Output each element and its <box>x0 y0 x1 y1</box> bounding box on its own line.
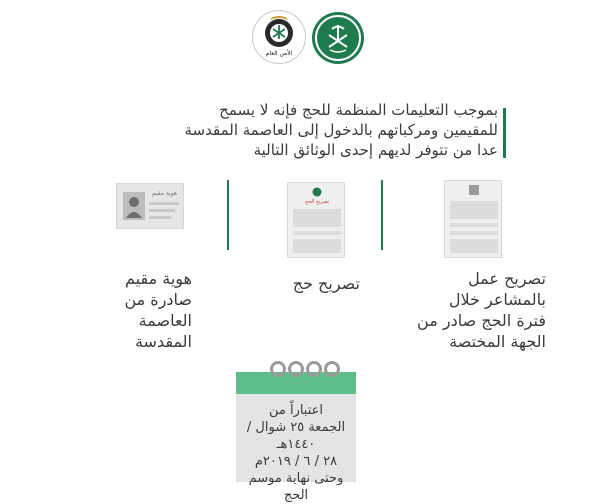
card-line <box>450 231 498 235</box>
calendar-ring-icon <box>306 361 322 377</box>
calendar-line-4: وحتى نهاية موسم الحج <box>248 471 344 503</box>
resident-id-card <box>116 183 184 229</box>
resident-id-card-header: هوية مقيم <box>151 190 177 197</box>
hajj-permit-title-line: تصريح حج <box>292 274 360 293</box>
divider-right <box>381 180 383 250</box>
card-line <box>149 209 175 212</box>
divider-left <box>227 180 229 250</box>
calendar-line-1: اعتباراً من <box>268 403 324 418</box>
work-permit-card <box>444 180 502 258</box>
intro-line-1: بموجب التعليمات المنظمة للحج فإنه لا يسمح <box>219 101 498 119</box>
resident-id-title-line: المقدسة <box>134 332 192 351</box>
intro-line-2: للمقيمين ومركباتهم بالدخول إلى العاصمة المقدسة <box>184 121 498 139</box>
card-block <box>450 239 498 253</box>
moi-logo <box>312 12 364 64</box>
resident-id-title-line: العاصمة <box>138 311 192 330</box>
hajj-permit-title <box>268 273 360 294</box>
work-permit-title-line: الجهة المختصة <box>449 332 546 351</box>
police-logo <box>252 10 306 64</box>
intro-line-3: عدا من تتوفر لديهم إحدى الوثائق التالية <box>253 141 498 159</box>
intro-accent-bar <box>503 108 506 158</box>
person-silhouette-icon <box>123 192 145 220</box>
card-block <box>293 209 341 227</box>
card-block <box>450 201 498 219</box>
card-line <box>450 223 498 227</box>
resident-id-title-line: صادرة من <box>124 290 192 309</box>
work-permit-title-line: فترة الحج صادر من <box>417 311 546 330</box>
work-permit-title-line: بالمشاعر خلال <box>448 290 546 309</box>
calendar-body <box>236 394 356 503</box>
card-line <box>149 202 179 205</box>
calendar-ring-icon <box>288 361 304 377</box>
calendar-line-3: ٢٨ / ٦ / ٢٠١٩م <box>254 454 338 469</box>
permit-emblem-icon <box>312 187 322 197</box>
calendar-ring-icon <box>270 361 286 377</box>
intro-text <box>104 100 498 160</box>
resident-id-title-line: هوية مقيم <box>125 269 192 288</box>
work-permit-title <box>398 268 546 352</box>
police-caption: الأمن العام <box>265 50 293 57</box>
permit-stamp-icon <box>469 185 479 195</box>
calendar-rings <box>270 361 340 383</box>
hajj-permit-card-header: تصريح الحج <box>304 199 330 205</box>
card-block <box>293 239 341 253</box>
moi-emblem-icon <box>315 15 361 61</box>
card-line <box>149 216 171 219</box>
card-line <box>293 231 341 235</box>
work-permit-title-line: تصريح عمل <box>468 269 546 288</box>
calendar-ring-icon <box>324 361 340 377</box>
hajj-permit-card <box>287 182 345 258</box>
resident-id-title <box>100 268 192 352</box>
calendar-line-2: الجمعة ٢٥ شوال / ١٤٤٠هـ <box>246 420 346 452</box>
